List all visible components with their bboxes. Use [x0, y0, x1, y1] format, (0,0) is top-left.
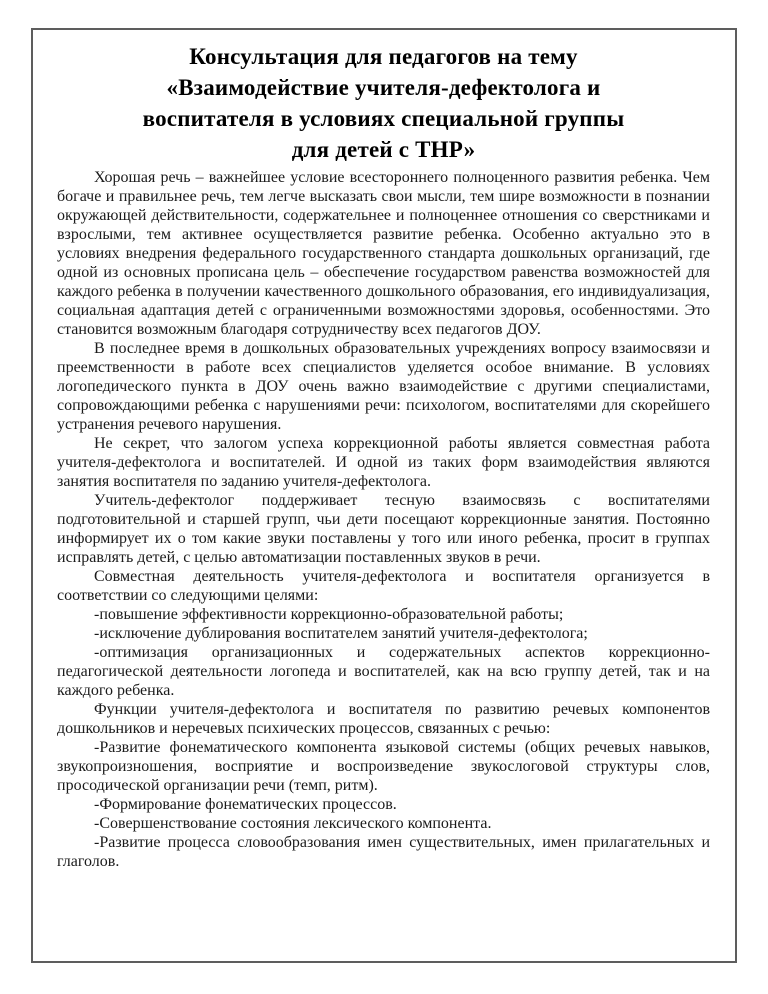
- paragraph-joint-work: Не секрет, что залогом успеха коррекционной работы является совместная работа учителя-дефектолога и воспитателей. И одной из таких форм взаимодействия являются занятия воспитателя по заданию учителя-дефектолога.: [57, 435, 710, 490]
- function-item-lexical-component: -Совершенствование состояния лексического компонента.: [94, 815, 492, 832]
- function-item-word-formation: -Развитие процесса словообразования имен существительных, имен прилагательных и глаголов.: [57, 834, 710, 870]
- title-line-3: воспитателя в условиях специальной группы: [142, 106, 625, 131]
- paragraph-recent-time: В последнее время в дошкольных образовательных учреждениях вопросу взаимосвязи и преемственности в работе всех специалистов уделяется особое внимание. В условиях логопедического пункта в ДОУ очень важно взаимодействие с другими специалистами, сопровождающими ребенка с нарушениями речи: психологом, воспитателями для скорейшего устранения речевого нарушения.: [57, 340, 710, 433]
- goal-item-no-duplication: -исключение дублирования воспитателем занятий учителя-дефектолога;: [94, 625, 588, 642]
- title-line-1: Консультация для педагогов на тему: [189, 44, 578, 69]
- function-item-phonematic-processes: -Формирование фонематических процессов.: [94, 796, 397, 813]
- goal-item-optimization: -оптимизация организационных и содержательных аспектов коррекционно-педагогической деятельности логопеда и воспитателей, как на всю группу детей, так и на каждого ребенка.: [57, 644, 710, 699]
- document-title: [57, 41, 710, 165]
- function-item-phonematic-component: -Развитие фонематического компонента языковой системы (общих речевых навыков, звукопроизношения, восприятие и воспроизведение звукослоговой структуры слов, просодической организации речи (темп, ритм).: [57, 739, 710, 794]
- paragraph-goals-lead-in: Совместная деятельность учителя-дефектолога и воспитателя организуется в соответствии со следующими целями:: [57, 568, 710, 604]
- page-border-frame: [31, 28, 737, 963]
- title-line-2: «Взаимодействие учителя-дефектолога и: [166, 75, 601, 100]
- paragraph-functions-lead-in: Функции учителя-дефектолога и воспитателя по развитию речевых компонентов дошкольников и неречевых психических процессов, связанных с речью:: [57, 701, 710, 737]
- title-line-4: для детей с ТНР»: [291, 137, 476, 162]
- paragraph-teacher-communication: Учитель-дефектолог поддерживает тесную взаимосвязь с воспитателями подготовительной и старшей групп, чьи дети посещают коррекционные занятия. Постоянно информирует их о том какие звуки поставлены у того или иного ребенка, просит в группах исправлять детей, с целью автоматизации поставленных звуков в речи.: [57, 492, 710, 566]
- goal-item-effectiveness: -повышение эффективности коррекционно-образовательной работы;: [94, 606, 564, 623]
- paragraph-intro: Хорошая речь – важнейшее условие всестороннего полноценного развития ребенка. Чем богаче и правильнее речь, тем легче высказать свои мысли, тем шире возможности в познании окружающей действительности, содержательнее и полноценнее отношения со сверстниками и взрослыми, тем активнее осуществляется развитие ребенка. Особенно актуально это в условиях внедрения федерального государственного стандарта дошкольных организаций, где одной из основных прописана цель – обеспечение государством равенства возможностей для каждого ребенка в получении качественного дошкольного образования, его индивидуализация, социальная адаптация детей с ограниченными возможностями здоровья, особенностями. Это становится возможным благодаря сотрудничеству всех педагогов ДОУ.: [57, 169, 710, 338]
